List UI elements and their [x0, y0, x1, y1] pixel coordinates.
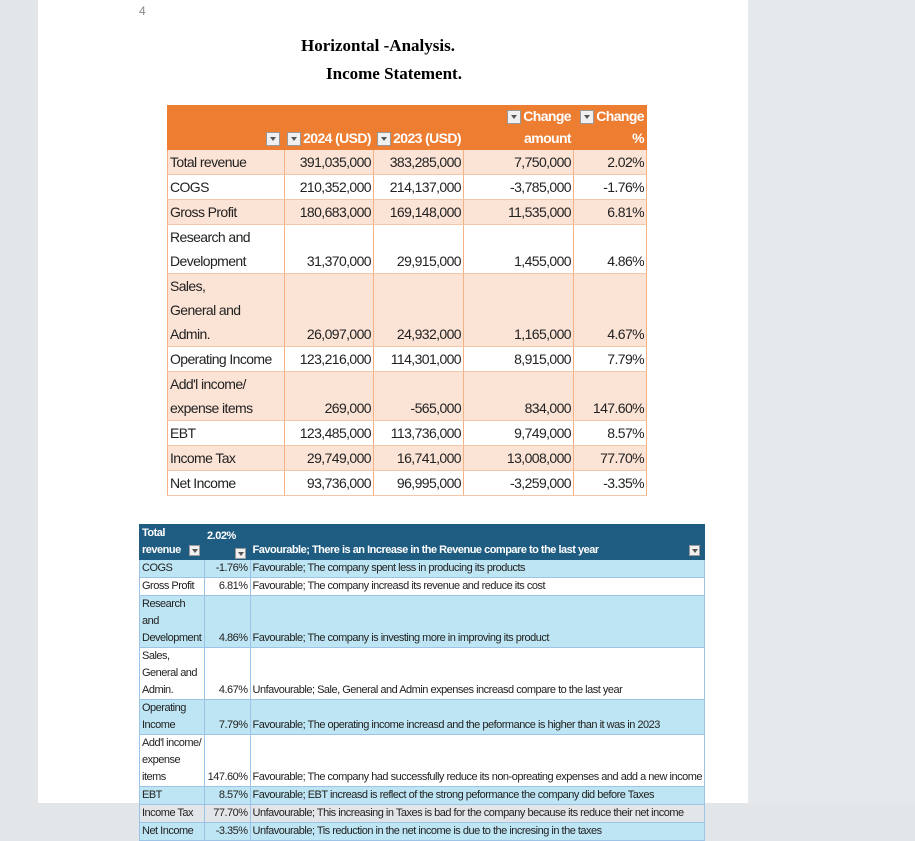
table-row — [140, 735, 705, 787]
comment[interactable]: Unfavourable; Sale, General and Admin expenses increasd compare to the last year — [250, 648, 704, 700]
header-label: 2023 (USD) — [393, 130, 461, 146]
filter-dropdown-icon[interactable] — [377, 132, 391, 146]
analysis-table — [139, 524, 705, 841]
column-header — [205, 525, 251, 560]
column-header — [574, 105, 647, 150]
income-statement-table — [167, 105, 647, 496]
change-percent[interactable]: 7.79% — [205, 700, 251, 735]
cell-value[interactable]: 11,535,000 — [464, 200, 574, 225]
cell-value[interactable]: 180,683,000 — [285, 200, 374, 225]
table-row — [140, 700, 705, 735]
cell-value[interactable]: 96,995,000 — [374, 471, 464, 496]
cell-value[interactable]: 7.79% — [574, 347, 647, 372]
row-label[interactable]: Gross Profit — [140, 578, 205, 596]
header-label: Change amount — [523, 108, 571, 146]
filter-dropdown-icon[interactable] — [689, 545, 700, 556]
change-percent[interactable]: -3.35% — [205, 823, 251, 841]
table-row — [168, 274, 647, 347]
change-percent[interactable]: 77.70% — [205, 805, 251, 823]
cell-value[interactable]: 1,165,000 — [464, 274, 574, 347]
table-row — [140, 596, 705, 648]
row-label[interactable]: Gross Profit — [168, 200, 285, 225]
cell-value[interactable]: 1,455,000 — [464, 225, 574, 274]
table-row — [140, 560, 705, 578]
filter-dropdown-icon[interactable] — [235, 548, 246, 559]
cell-value[interactable]: 834,000 — [464, 372, 574, 421]
table-row — [168, 200, 647, 225]
cell-value[interactable]: 147.60% — [574, 372, 647, 421]
cell-value[interactable]: -1.76% — [574, 175, 647, 200]
table-row — [168, 150, 647, 175]
table-row — [168, 372, 647, 421]
cell-value[interactable]: 7,750,000 — [464, 150, 574, 175]
row-label[interactable]: Sales, General and Admin. — [140, 648, 205, 700]
filter-dropdown-icon[interactable] — [189, 545, 200, 556]
document-title: Horizontal -Analysis. — [301, 36, 455, 55]
change-percent[interactable]: 4.86% — [205, 596, 251, 648]
cell-value[interactable]: 24,932,000 — [374, 274, 464, 347]
cell-value[interactable]: 31,370,000 — [285, 225, 374, 274]
table-row — [140, 648, 705, 700]
row-label[interactable]: Income Tax — [140, 805, 205, 823]
document-page — [38, 0, 748, 837]
row-label[interactable]: EBT — [168, 421, 285, 446]
row-label[interactable]: Sales, General and Admin. — [168, 274, 285, 347]
cell-value[interactable]: 269,000 — [285, 372, 374, 421]
comment[interactable]: Favourable; The operating income increasd and the peformance is higher than it was in 2023 — [250, 700, 704, 735]
cell-value[interactable]: -3,785,000 — [464, 175, 574, 200]
table-row — [168, 347, 647, 372]
cell-value[interactable]: 13,008,000 — [464, 446, 574, 471]
column-header — [250, 525, 704, 560]
cell-value[interactable]: 123,485,000 — [285, 421, 374, 446]
header-label: 2024 (USD) — [303, 130, 371, 146]
cell-value[interactable]: -3,259,000 — [464, 471, 574, 496]
cell-value[interactable]: 210,352,000 — [285, 175, 374, 200]
cell-value[interactable]: 29,749,000 — [285, 446, 374, 471]
cell-value[interactable]: 2.02% — [574, 150, 647, 175]
row-label[interactable]: Operating Income — [140, 700, 205, 735]
table-row — [140, 805, 705, 823]
cell-value[interactable]: 383,285,000 — [374, 150, 464, 175]
comment[interactable]: Favourable; EBT increasd is reflect of the strong peformance the company did before Taxes — [250, 787, 704, 805]
change-percent[interactable]: 6.81% — [205, 578, 251, 596]
comment[interactable]: Favourable; The company is investing more in improving its product — [250, 596, 704, 648]
row-label[interactable]: Research and Development — [168, 225, 285, 274]
change-percent[interactable]: 8.57% — [205, 787, 251, 805]
comment[interactable]: Favourable; The company had successfully reduce its non-opreating expenses and add a new income — [250, 735, 704, 787]
cell-value[interactable]: 4.67% — [574, 274, 647, 347]
row-label[interactable]: COGS — [140, 560, 205, 578]
table-row — [168, 446, 647, 471]
table-row — [168, 421, 647, 446]
row-label[interactable]: Add'l income/ expense items — [168, 372, 285, 421]
cell-value[interactable]: 113,736,000 — [374, 421, 464, 446]
row-label[interactable]: Add'l income/ expense items — [140, 735, 205, 787]
filter-dropdown-icon[interactable] — [580, 110, 594, 124]
row-label[interactable]: Operating Income — [168, 347, 285, 372]
cell-value[interactable]: 9,749,000 — [464, 421, 574, 446]
row-label[interactable]: Total revenue — [168, 150, 285, 175]
cell-value[interactable]: 214,137,000 — [374, 175, 464, 200]
table-row — [168, 471, 647, 496]
page-number: 4 — [139, 4, 146, 18]
cell-value[interactable]: 16,741,000 — [374, 446, 464, 471]
document-subtitle: Income Statement. — [326, 64, 462, 83]
row-label[interactable]: Income Tax — [168, 446, 285, 471]
side-pane — [748, 0, 915, 803]
change-percent[interactable]: -1.76% — [205, 560, 251, 578]
comment[interactable]: Unfavourable; This increasing in Taxes is bad for the company because its reduce their net income — [250, 805, 704, 823]
cell-value[interactable]: 6.81% — [574, 200, 647, 225]
cell-value[interactable]: 29,915,000 — [374, 225, 464, 274]
cell-value[interactable]: 391,035,000 — [285, 150, 374, 175]
cell-value[interactable]: 169,148,000 — [374, 200, 464, 225]
row-label[interactable]: Net Income — [168, 471, 285, 496]
filter-dropdown-icon[interactable] — [266, 132, 280, 146]
header-label: Favourable; There is an Increase in the Revenue compare to the last year — [252, 544, 599, 556]
change-percent[interactable]: 147.60% — [205, 735, 251, 787]
table-row — [140, 823, 705, 841]
cell-value[interactable]: 8,915,000 — [464, 347, 574, 372]
cell-value[interactable]: -565,000 — [374, 372, 464, 421]
cell-value[interactable]: 77.70% — [574, 446, 647, 471]
comment[interactable]: Favourable; The company increasd its revenue and reduce its cost — [250, 578, 704, 596]
filter-dropdown-icon[interactable] — [287, 132, 301, 146]
column-header — [464, 105, 574, 150]
column-header — [140, 525, 205, 560]
table-row — [168, 175, 647, 200]
cell-value[interactable]: 123,216,000 — [285, 347, 374, 372]
cell-value[interactable]: 114,301,000 — [374, 347, 464, 372]
cell-value[interactable]: 4.86% — [574, 225, 647, 274]
header-label: Total revenue — [142, 527, 181, 556]
row-label[interactable]: COGS — [168, 175, 285, 200]
header-label: 2.02% — [207, 530, 236, 542]
table-row — [140, 787, 705, 805]
cell-value[interactable]: 8.57% — [574, 421, 647, 446]
change-percent[interactable]: 4.67% — [205, 648, 251, 700]
row-label[interactable]: EBT — [140, 787, 205, 805]
row-label[interactable]: Research and Development — [140, 596, 205, 648]
column-header — [285, 105, 374, 150]
cell-value[interactable]: 93,736,000 — [285, 471, 374, 496]
comment[interactable]: Unfavourable; Tis reduction in the net income is due to the incresing in the taxes — [250, 823, 704, 841]
table-row — [140, 578, 705, 596]
table-row — [168, 225, 647, 274]
header-label: Change % — [596, 108, 644, 146]
cell-value[interactable]: 26,097,000 — [285, 274, 374, 347]
column-header — [168, 105, 285, 150]
cell-value[interactable]: -3.35% — [574, 471, 647, 496]
filter-dropdown-icon[interactable] — [507, 110, 521, 124]
comment[interactable]: Favourable; The company spent less in producing its products — [250, 560, 704, 578]
column-header — [374, 105, 464, 150]
row-label[interactable]: Net Income — [140, 823, 205, 841]
